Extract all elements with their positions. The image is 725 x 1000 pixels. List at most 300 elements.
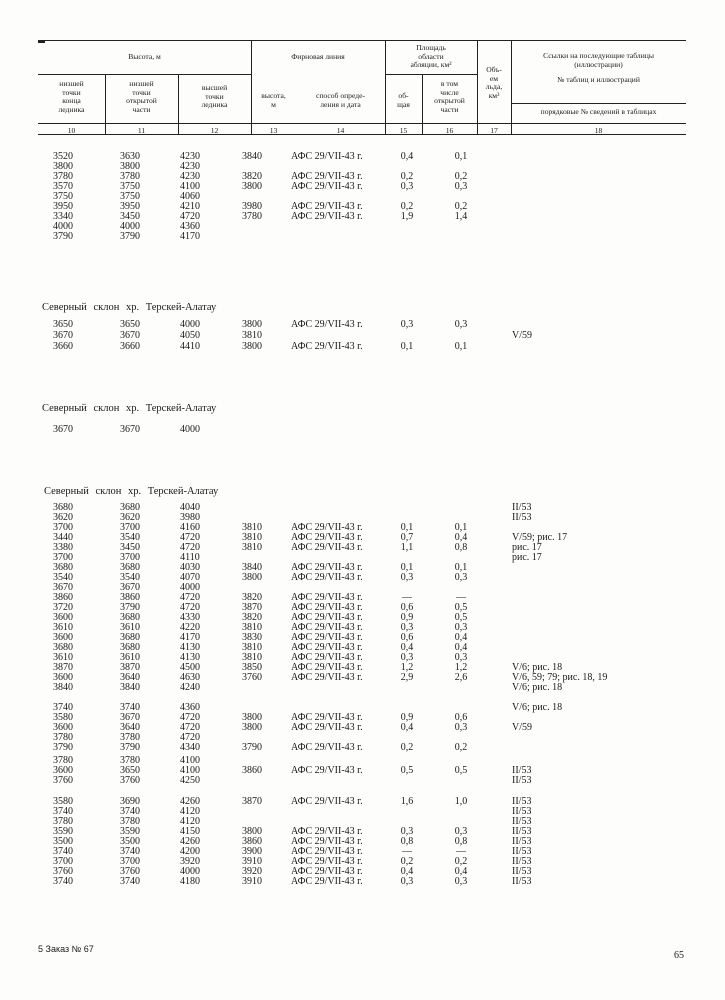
col15-label: об- щая bbox=[397, 91, 410, 109]
cell-low-open: 3630 bbox=[120, 151, 140, 162]
table-row bbox=[0, 342, 725, 352]
cell-firn-method: АФС 29/VII-43 г. bbox=[291, 632, 363, 643]
cell-firn-method: АФС 29/VII-43 г. bbox=[291, 836, 363, 847]
cell-low-end: 3680 bbox=[53, 642, 73, 653]
cell-low-end: 3790 bbox=[53, 231, 73, 242]
cell-references: V/59; рис. 17 bbox=[512, 532, 568, 543]
cell-area-total: 0,4 bbox=[400, 642, 414, 653]
cell-high-point: 4360 bbox=[180, 221, 200, 232]
cell-firn-height: 3800 bbox=[242, 319, 262, 330]
table-row bbox=[0, 673, 725, 683]
cell-area-open: 0,3 bbox=[454, 181, 468, 192]
cell-firn-height: 3800 bbox=[242, 181, 262, 192]
cell-area-total: 0,3 bbox=[400, 652, 414, 663]
cell-firn-height: 3800 bbox=[242, 572, 262, 583]
cell-references: V/6, 59; 79; рис. 18, 19 bbox=[512, 672, 608, 683]
cell-low-end: 3740 bbox=[53, 806, 73, 817]
colnum: 18 bbox=[594, 126, 603, 135]
table-row bbox=[0, 425, 725, 435]
cell-high-point: 4130 bbox=[180, 652, 200, 663]
cell-high-point: 4230 bbox=[180, 151, 200, 162]
cell-area-open: 0,1 bbox=[454, 562, 468, 573]
cell-low-open: 3680 bbox=[120, 642, 140, 653]
cell-area-open: 0,2 bbox=[454, 742, 468, 753]
cell-low-open: 3700 bbox=[120, 856, 140, 867]
cell-firn-height: 3800 bbox=[242, 712, 262, 723]
cell-references: II/53 bbox=[512, 846, 532, 857]
cell-area-open: 0,3 bbox=[454, 876, 468, 887]
cell-low-open: 3620 bbox=[120, 512, 140, 523]
cell-low-end: 3700 bbox=[53, 552, 73, 563]
cell-high-point: 4150 bbox=[180, 826, 200, 837]
table-row bbox=[0, 320, 725, 330]
cell-area-open: 0,3 bbox=[454, 722, 468, 733]
cell-area-total: 0,3 bbox=[400, 622, 414, 633]
cell-area-total: 0,1 bbox=[400, 341, 414, 352]
cell-low-end: 3600 bbox=[53, 612, 73, 623]
cell-low-open: 3790 bbox=[120, 231, 140, 242]
cell-low-open: 3610 bbox=[120, 652, 140, 663]
col11-label: низшей точки открытой части bbox=[126, 79, 157, 114]
cell-area-open: 0,1 bbox=[454, 341, 468, 352]
cell-low-end: 3760 bbox=[53, 775, 73, 786]
cell-low-open: 3690 bbox=[120, 796, 140, 807]
cell-high-point: 4720 bbox=[180, 732, 200, 743]
cell-low-end: 3340 bbox=[53, 211, 73, 222]
cell-area-open: 0,3 bbox=[454, 622, 468, 633]
cell-area-open: 0,4 bbox=[454, 866, 468, 877]
cell-low-open: 3670 bbox=[120, 582, 140, 593]
cell-low-end: 3570 bbox=[53, 181, 73, 192]
cell-area-open: 1,0 bbox=[454, 796, 468, 807]
cell-high-point: 4720 bbox=[180, 592, 200, 603]
table-row bbox=[0, 503, 725, 513]
cell-area-open: 0,1 bbox=[454, 151, 468, 162]
cell-low-open: 3740 bbox=[120, 806, 140, 817]
cell-firn-height: 3870 bbox=[242, 796, 262, 807]
cell-area-open: 0,5 bbox=[454, 612, 468, 623]
cell-firn-method: АФС 29/VII-43 г. bbox=[291, 722, 363, 733]
cell-firn-method: АФС 29/VII-43 г. bbox=[291, 602, 363, 613]
cell-firn-method: АФС 29/VII-43 г. bbox=[291, 211, 363, 222]
cell-high-point: 3980 bbox=[180, 512, 200, 523]
cell-firn-height: 3860 bbox=[242, 765, 262, 776]
cell-high-point: 4060 bbox=[180, 191, 200, 202]
cell-firn-height: 3910 bbox=[242, 876, 262, 887]
cell-firn-height: 3810 bbox=[242, 532, 262, 543]
cell-low-end: 3600 bbox=[53, 632, 73, 643]
cell-high-point: 4720 bbox=[180, 602, 200, 613]
cell-firn-method: АФС 29/VII-43 г. bbox=[291, 856, 363, 867]
cell-high-point: 4240 bbox=[180, 682, 200, 693]
cell-low-end: 3670 bbox=[53, 330, 73, 341]
cell-low-open: 3670 bbox=[120, 424, 140, 435]
cell-low-end: 3860 bbox=[53, 592, 73, 603]
cell-high-point: 4720 bbox=[180, 211, 200, 222]
cell-low-end: 3740 bbox=[53, 876, 73, 887]
cell-high-point: 4630 bbox=[180, 672, 200, 683]
cell-low-open: 3740 bbox=[120, 846, 140, 857]
cell-high-point: 4000 bbox=[180, 866, 200, 877]
cell-area-total: 0,3 bbox=[400, 319, 414, 330]
cell-references: II/53 bbox=[512, 796, 532, 807]
cell-low-open: 3680 bbox=[120, 632, 140, 643]
cell-firn-method: АФС 29/VII-43 г. bbox=[291, 181, 363, 192]
cell-high-point: 4170 bbox=[180, 632, 200, 643]
cell-low-end: 3540 bbox=[53, 572, 73, 583]
cell-area-open: 0,1 bbox=[454, 522, 468, 533]
cell-area-total: 0,2 bbox=[400, 742, 414, 753]
col10-label: низшей точки конца ледника bbox=[58, 79, 85, 114]
cell-references: V/59 bbox=[512, 722, 532, 733]
cell-high-point: 4050 bbox=[180, 330, 200, 341]
cell-references: II/53 bbox=[512, 765, 532, 776]
cell-firn-height: 3910 bbox=[242, 856, 262, 867]
cell-firn-height: 3850 bbox=[242, 662, 262, 673]
cell-low-end: 3680 bbox=[53, 562, 73, 573]
cell-high-point: 4250 bbox=[180, 775, 200, 786]
colnum: 14 bbox=[336, 126, 345, 135]
cell-firn-method: АФС 29/VII-43 г. bbox=[291, 876, 363, 887]
cell-low-end: 3440 bbox=[53, 532, 73, 543]
cell-low-end: 3780 bbox=[53, 732, 73, 743]
cell-area-total: 1,9 bbox=[400, 211, 414, 222]
cell-low-open: 3700 bbox=[120, 522, 140, 533]
cell-low-end: 3600 bbox=[53, 672, 73, 683]
cell-low-end: 3740 bbox=[53, 702, 73, 713]
cell-low-open: 3800 bbox=[120, 161, 140, 172]
cell-references: рис. 17 bbox=[512, 552, 542, 563]
cell-low-open: 3500 bbox=[120, 836, 140, 847]
cell-references: II/53 bbox=[512, 856, 532, 867]
cell-low-end: 3840 bbox=[53, 682, 73, 693]
cell-low-end: 3600 bbox=[53, 722, 73, 733]
cell-low-end: 3780 bbox=[53, 755, 73, 766]
cell-low-end: 4000 bbox=[53, 221, 73, 232]
cell-firn-height: 3820 bbox=[242, 612, 262, 623]
cell-low-end: 3720 bbox=[53, 602, 73, 613]
cell-low-open: 3680 bbox=[120, 562, 140, 573]
cell-low-end: 3950 bbox=[53, 201, 73, 212]
cell-firn-height: 3840 bbox=[242, 151, 262, 162]
cell-high-point: 4120 bbox=[180, 816, 200, 827]
refs-sub2-label: порядковые № сведений в таблицах bbox=[540, 107, 657, 116]
table-row bbox=[0, 232, 725, 242]
cell-firn-height: 3810 bbox=[242, 652, 262, 663]
cell-area-open: 0,2 bbox=[454, 171, 468, 182]
cell-references: II/53 bbox=[512, 876, 532, 887]
cell-low-open: 3790 bbox=[120, 742, 140, 753]
cell-high-point: 4000 bbox=[180, 319, 200, 330]
cell-area-total: 0,3 bbox=[400, 181, 414, 192]
cell-low-open: 3660 bbox=[120, 341, 140, 352]
cell-firn-method: АФС 29/VII-43 г. bbox=[291, 765, 363, 776]
cell-firn-method: АФС 29/VII-43 г. bbox=[291, 796, 363, 807]
cell-high-point: 4100 bbox=[180, 181, 200, 192]
cell-firn-height: 3760 bbox=[242, 672, 262, 683]
cell-firn-height: 3820 bbox=[242, 592, 262, 603]
cell-area-total: 2,9 bbox=[400, 672, 414, 683]
table-row bbox=[0, 212, 725, 222]
cell-high-point: 4210 bbox=[180, 201, 200, 212]
section-title: Северный склон хр. Терскей-Алатау bbox=[42, 403, 217, 414]
cell-firn-height: 3830 bbox=[242, 632, 262, 643]
cell-references: V/6; рис. 18 bbox=[512, 662, 563, 673]
cell-high-point: 4230 bbox=[180, 161, 200, 172]
cell-high-point: 3920 bbox=[180, 856, 200, 867]
cell-firn-height: 3810 bbox=[242, 642, 262, 653]
cell-area-total: 0,8 bbox=[400, 836, 414, 847]
cell-high-point: 4070 bbox=[180, 572, 200, 583]
cell-firn-height: 3820 bbox=[242, 171, 262, 182]
cell-area-open: 0,4 bbox=[454, 642, 468, 653]
cell-firn-method: АФС 29/VII-43 г. bbox=[291, 542, 363, 553]
cell-area-open: 0,3 bbox=[454, 826, 468, 837]
cell-references: II/53 bbox=[512, 775, 532, 786]
col14-label: способ опреде- ления и дата bbox=[315, 91, 366, 109]
cell-high-point: 4720 bbox=[180, 532, 200, 543]
cell-high-point: 4130 bbox=[180, 642, 200, 653]
cell-references: II/53 bbox=[512, 806, 532, 817]
cell-low-open: 4000 bbox=[120, 221, 140, 232]
cell-high-point: 4040 bbox=[180, 502, 200, 513]
cell-low-end: 3500 bbox=[53, 836, 73, 847]
cell-area-total: 0,3 bbox=[400, 826, 414, 837]
cell-firn-method: АФС 29/VII-43 г. bbox=[291, 319, 363, 330]
table-header bbox=[38, 40, 686, 135]
cell-area-open: 0,8 bbox=[454, 836, 468, 847]
cell-low-open: 3450 bbox=[120, 211, 140, 222]
cell-low-end: 3680 bbox=[53, 502, 73, 513]
cell-low-open: 3640 bbox=[120, 722, 140, 733]
colnum: 16 bbox=[445, 126, 454, 135]
refs-sub1-label: № таблиц и иллюстраций bbox=[557, 75, 640, 84]
cell-low-end: 3620 bbox=[53, 512, 73, 523]
cell-low-end: 3870 bbox=[53, 662, 73, 673]
cell-firn-height: 3980 bbox=[242, 201, 262, 212]
cell-area-total: 0,4 bbox=[400, 722, 414, 733]
cell-low-end: 3740 bbox=[53, 846, 73, 857]
cell-references: рис. 17 bbox=[512, 542, 542, 553]
cell-references: II/53 bbox=[512, 826, 532, 837]
cell-firn-height: 3860 bbox=[242, 836, 262, 847]
cell-high-point: 4410 bbox=[180, 341, 200, 352]
cell-area-total: 1,2 bbox=[400, 662, 414, 673]
cell-high-point: 4500 bbox=[180, 662, 200, 673]
cell-low-end: 3610 bbox=[53, 622, 73, 633]
cell-low-open: 3450 bbox=[120, 542, 140, 553]
cell-firn-method: АФС 29/VII-43 г. bbox=[291, 201, 363, 212]
cell-low-end: 3600 bbox=[53, 765, 73, 776]
cell-firn-height: 3810 bbox=[242, 522, 262, 533]
cell-low-open: 3840 bbox=[120, 682, 140, 693]
cell-firn-method: АФС 29/VII-43 г. bbox=[291, 522, 363, 533]
cell-area-total: 0,4 bbox=[400, 151, 414, 162]
height-group-label: Высота, м bbox=[128, 52, 161, 61]
cell-area-open: 1,2 bbox=[454, 662, 468, 673]
cell-firn-height: 3810 bbox=[242, 622, 262, 633]
section-title: Северный склон хр. Терскей-Алатау bbox=[42, 302, 217, 313]
cell-low-open: 3780 bbox=[120, 171, 140, 182]
cell-high-point: 4200 bbox=[180, 846, 200, 857]
cell-firn-method: АФС 29/VII-43 г. bbox=[291, 151, 363, 162]
cell-area-open: 0,2 bbox=[454, 856, 468, 867]
cell-references: V/59 bbox=[512, 330, 532, 341]
cell-firn-method: АФС 29/VII-43 г. bbox=[291, 612, 363, 623]
cell-firn-method: АФС 29/VII-43 г. bbox=[291, 652, 363, 663]
cell-firn-height: 3790 bbox=[242, 742, 262, 753]
table-row bbox=[0, 723, 725, 733]
cell-firn-height: 3920 bbox=[242, 866, 262, 877]
cell-high-point: 4170 bbox=[180, 231, 200, 242]
cell-low-open: 3740 bbox=[120, 876, 140, 887]
cell-high-point: 4360 bbox=[180, 702, 200, 713]
cell-area-total: 0,6 bbox=[400, 632, 414, 643]
cell-high-point: 4120 bbox=[180, 806, 200, 817]
cell-firn-method: АФС 29/VII-43 г. bbox=[291, 592, 363, 603]
cell-area-total: 0,1 bbox=[400, 522, 414, 533]
cell-references: II/53 bbox=[512, 512, 532, 523]
cell-firn-height: 3900 bbox=[242, 846, 262, 857]
cell-low-end: 3760 bbox=[53, 866, 73, 877]
cell-low-end: 3670 bbox=[53, 424, 73, 435]
cell-area-open: 0,5 bbox=[454, 765, 468, 776]
cell-low-open: 3650 bbox=[120, 319, 140, 330]
col12-label: высшей точки ледника bbox=[201, 83, 228, 110]
table-row bbox=[0, 776, 725, 786]
cell-low-end: 3780 bbox=[53, 171, 73, 182]
cell-firn-method: АФС 29/VII-43 г. bbox=[291, 866, 363, 877]
cell-area-total: 0,9 bbox=[400, 612, 414, 623]
cell-firn-method: АФС 29/VII-43 г. bbox=[291, 171, 363, 182]
cell-low-open: 3540 bbox=[120, 532, 140, 543]
cell-low-open: 3650 bbox=[120, 765, 140, 776]
cell-low-end: 3660 bbox=[53, 341, 73, 352]
cell-firn-method: АФС 29/VII-43 г. bbox=[291, 642, 363, 653]
cell-firn-method: АФС 29/VII-43 г. bbox=[291, 846, 363, 857]
cell-high-point: 4110 bbox=[180, 552, 200, 563]
cell-low-open: 3640 bbox=[120, 672, 140, 683]
table-row bbox=[0, 766, 725, 776]
cell-low-open: 3680 bbox=[120, 502, 140, 513]
cell-firn-height: 3810 bbox=[242, 542, 262, 553]
cell-area-open: 0,4 bbox=[454, 532, 468, 543]
cell-area-open: 2,6 bbox=[454, 672, 468, 683]
cell-low-end: 3520 bbox=[53, 151, 73, 162]
table-row bbox=[0, 573, 725, 583]
cell-firn-height: 3840 bbox=[242, 562, 262, 573]
cell-firn-method: АФС 29/VII-43 г. bbox=[291, 662, 363, 673]
table-row bbox=[0, 797, 725, 807]
cell-high-point: 4100 bbox=[180, 765, 200, 776]
cell-low-open: 3790 bbox=[120, 602, 140, 613]
cell-area-total: 0,2 bbox=[400, 201, 414, 212]
table-row bbox=[0, 331, 725, 341]
cell-firn-method: АФС 29/VII-43 г. bbox=[291, 712, 363, 723]
cell-firn-height: 3870 bbox=[242, 602, 262, 613]
cell-low-open: 3670 bbox=[120, 712, 140, 723]
cell-area-total: 0,1 bbox=[400, 562, 414, 573]
cell-low-end: 3780 bbox=[53, 816, 73, 827]
cell-low-open: 3760 bbox=[120, 866, 140, 877]
cell-area-open: 1,4 bbox=[454, 211, 468, 222]
table-row bbox=[0, 683, 725, 693]
cell-area-total: — bbox=[402, 592, 412, 603]
table-row bbox=[0, 807, 725, 817]
cell-area-total: 0,2 bbox=[400, 171, 414, 182]
cell-low-end: 3790 bbox=[53, 742, 73, 753]
cell-references: II/53 bbox=[512, 866, 532, 877]
cell-area-total: 1,6 bbox=[400, 796, 414, 807]
cell-references: II/53 bbox=[512, 502, 532, 513]
cell-area-total: — bbox=[402, 846, 412, 857]
section-title: Северный склон хр. Терскей-Алатау bbox=[44, 486, 219, 497]
colnum: 12 bbox=[210, 126, 219, 135]
table-row bbox=[0, 743, 725, 753]
cell-low-end: 3580 bbox=[53, 712, 73, 723]
cell-firn-height: 3780 bbox=[242, 211, 262, 222]
cell-firn-height: 3800 bbox=[242, 826, 262, 837]
table-row bbox=[0, 152, 725, 162]
cell-low-end: 3590 bbox=[53, 826, 73, 837]
cell-low-open: 3740 bbox=[120, 702, 140, 713]
cell-firn-method: АФС 29/VII-43 г. bbox=[291, 622, 363, 633]
cell-low-open: 3950 bbox=[120, 201, 140, 212]
cell-high-point: 4220 bbox=[180, 622, 200, 633]
cell-high-point: 4720 bbox=[180, 542, 200, 553]
cell-low-open: 3540 bbox=[120, 572, 140, 583]
cell-high-point: 4030 bbox=[180, 562, 200, 573]
cell-firn-method: АФС 29/VII-43 г. bbox=[291, 672, 363, 683]
cell-firn-height: 3810 bbox=[242, 330, 262, 341]
colnum: 10 bbox=[67, 126, 76, 135]
cell-area-total: 1,1 bbox=[400, 542, 414, 553]
cell-low-end: 3380 bbox=[53, 542, 73, 553]
cell-low-end: 3700 bbox=[53, 522, 73, 533]
table-row bbox=[0, 182, 725, 192]
cell-firn-method: АФС 29/VII-43 г. bbox=[291, 572, 363, 583]
cell-area-open: 0,2 bbox=[454, 201, 468, 212]
cell-low-open: 3590 bbox=[120, 826, 140, 837]
cell-low-open: 3610 bbox=[120, 622, 140, 633]
cell-area-total: 0,3 bbox=[400, 572, 414, 583]
cell-high-point: 4180 bbox=[180, 876, 200, 887]
colnum: 11 bbox=[137, 126, 146, 135]
cell-high-point: 4330 bbox=[180, 612, 200, 623]
cell-low-end: 3800 bbox=[53, 161, 73, 172]
cell-firn-method: АФС 29/VII-43 г. bbox=[291, 341, 363, 352]
firn-group-label: Фирновая линия bbox=[291, 52, 345, 61]
cell-low-end: 3650 bbox=[53, 319, 73, 330]
cell-area-open: 0,5 bbox=[454, 602, 468, 613]
cell-low-open: 3750 bbox=[120, 191, 140, 202]
cell-low-open: 3860 bbox=[120, 592, 140, 603]
cell-low-open: 3760 bbox=[120, 775, 140, 786]
cell-low-end: 3750 bbox=[53, 191, 73, 202]
cell-high-point: 4720 bbox=[180, 722, 200, 733]
table-row bbox=[0, 222, 725, 232]
cell-firn-method: АФС 29/VII-43 г. bbox=[291, 742, 363, 753]
cell-high-point: 4160 bbox=[180, 522, 200, 533]
colnum: 17 bbox=[490, 126, 498, 135]
refs-group-label: Ссылки на последующие таблицы (иллюстрации) bbox=[543, 51, 654, 69]
cell-area-total: 0,4 bbox=[400, 866, 414, 877]
cell-high-point: 4260 bbox=[180, 836, 200, 847]
cell-low-open: 3680 bbox=[120, 612, 140, 623]
cell-area-open: — bbox=[456, 846, 466, 857]
cell-high-point: 4230 bbox=[180, 171, 200, 182]
cell-references: II/53 bbox=[512, 816, 532, 827]
